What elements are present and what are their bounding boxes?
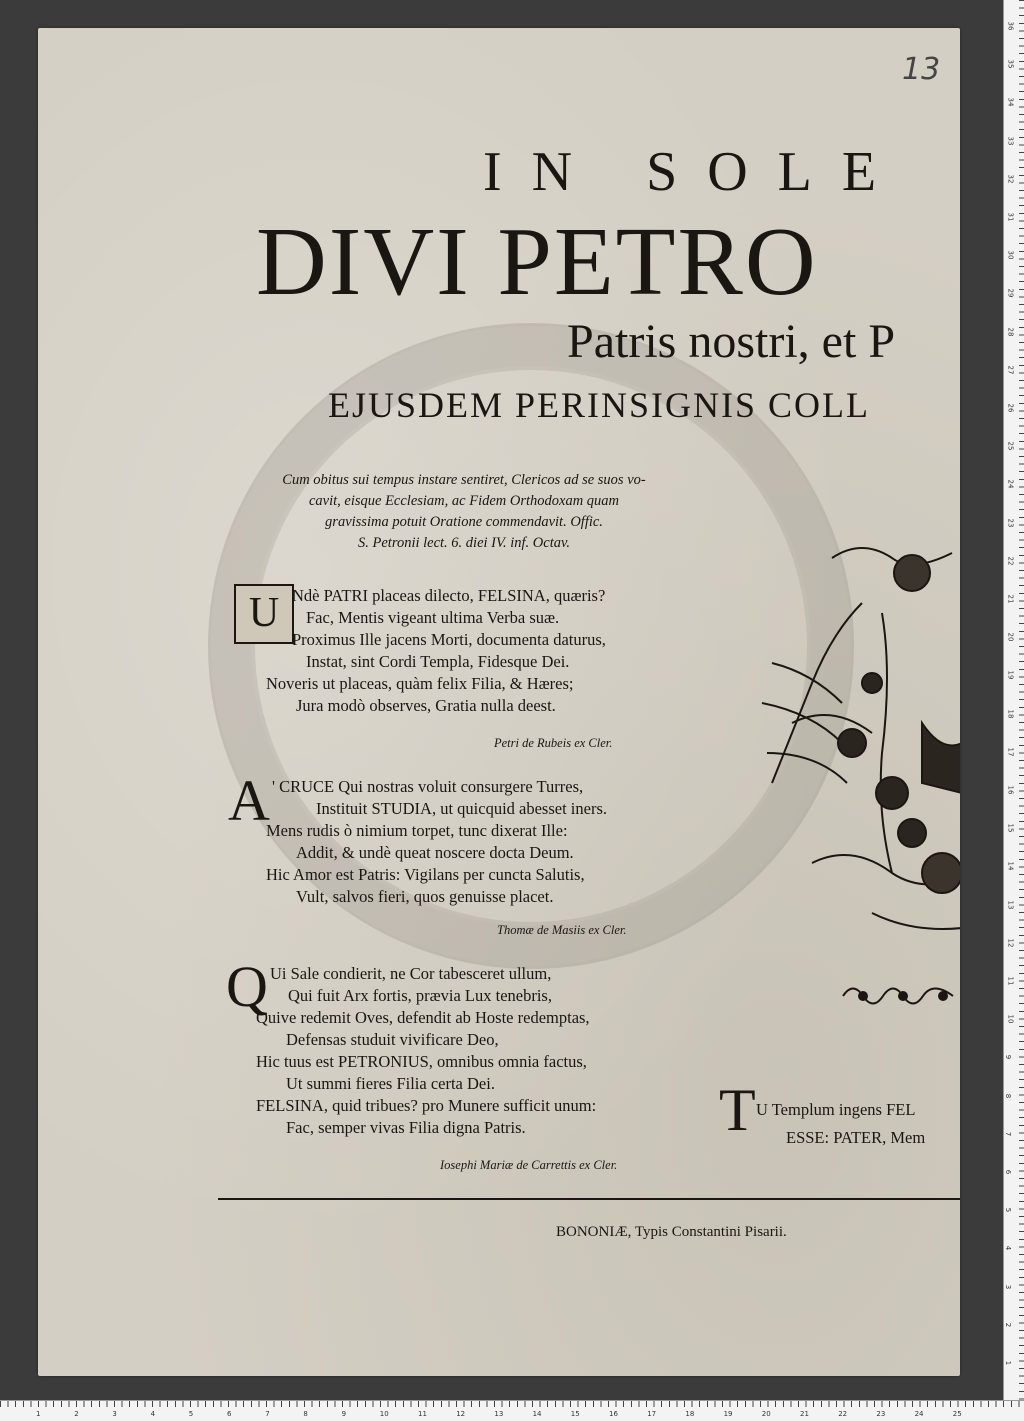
poem4-line: ESSE: PATER, Mem (786, 1128, 926, 1147)
poem-line: Ut summi fieres Filia certa Dei. (286, 1074, 495, 1093)
ruler-mark: 22 (838, 1410, 848, 1418)
intro-paragraph (234, 470, 694, 554)
poem-line: Instat, sint Cordi Templa, Fidesque Dei. (306, 652, 570, 671)
ruler-mark: 24 (914, 1410, 924, 1418)
ruler-mark: 9 (341, 1410, 347, 1418)
poem4-dropcap: T (719, 1077, 756, 1143)
ruler-mark: 25 (952, 1410, 962, 1418)
ruler-mark: 10 (1006, 1014, 1015, 1024)
ruler-mark: 31 (1006, 212, 1015, 222)
ruler-mark: 13 (494, 1410, 504, 1418)
ruler-mark: 32 (1006, 174, 1015, 184)
poem2-dropcap: A (228, 768, 270, 833)
poem-line: Quive redemit Oves, defendit ab Hoste redemptas, (256, 1008, 590, 1027)
ruler-mark: 5 (1004, 1207, 1013, 1213)
poem-line: Fac, semper vivas Filia digna Patris. (286, 1118, 526, 1137)
ruler-mark: 3 (112, 1410, 117, 1418)
ruler-mark: 35 (1006, 59, 1015, 69)
ruler-mark: 30 (1006, 250, 1015, 260)
folio-number: 13 (902, 52, 941, 87)
poem1-signature: Petri de Rubeis ex Cler. (494, 736, 613, 750)
ruler-bottom (0, 1400, 1024, 1421)
ruler-mark: 5 (188, 1410, 194, 1418)
ruler-mark: 19 (723, 1410, 733, 1418)
poem-line: Hic tuus est PETRONIUS, omnibus omnia factus, (256, 1052, 587, 1071)
ruler-mark: 17 (647, 1410, 657, 1418)
ruler-mark: 13 (1006, 900, 1015, 910)
poem-line: Ndè PATRI placeas dilecto, FELSINA, quæris? (292, 586, 606, 605)
intro-line: Cum obitus sui tempus instare sentiret, Clericos ad se suos vo- (282, 472, 646, 488)
poem-line: Proximus Ille jacens Morti, documenta daturus, (292, 630, 606, 649)
poem1 (292, 585, 606, 673)
floral-ornament (838, 976, 960, 1016)
poem-line: Instituit STUDIA, ut quicquid abesset iners. (316, 799, 608, 818)
ruler-mark: 14 (532, 1410, 542, 1418)
intro-line: cavit, eisque Ecclesiam, ac Fidem Orthodoxam quam (308, 493, 620, 509)
ruler-mark: 7 (265, 1410, 270, 1418)
ruler-mark: 8 (303, 1410, 308, 1418)
ruler-mark: 1 (1004, 1360, 1013, 1366)
ruler-mark: 17 (1006, 747, 1015, 757)
title-line-1: IN SOLE (483, 141, 907, 203)
printer-imprint: BONONIÆ, Typis Constantini Pisarii. (556, 1224, 787, 1240)
ruler-mark: 15 (570, 1410, 580, 1418)
ruler-mark: 34 (1006, 97, 1015, 107)
title-line-2: DIVI PETRO (256, 208, 818, 316)
ruler-mark: 11 (418, 1410, 427, 1418)
document-page (38, 28, 960, 1376)
ruler-mark: 26 (1006, 403, 1015, 413)
intro-line: S. Petronii lect. 6. diei IV. inf. Octav. (358, 535, 570, 551)
angel-engraving (752, 533, 960, 963)
poem-line: Vult, salvos fieri, quos genuisse placet. (296, 887, 554, 906)
ruler-mark: 15 (1006, 823, 1015, 833)
ruler-mark: 12 (1006, 938, 1015, 948)
ruler-mark: 23 (876, 1410, 886, 1418)
horizontal-rule (218, 1198, 960, 1200)
ruler-mark: 22 (1006, 556, 1015, 566)
ruler-mark: 20 (1006, 632, 1015, 642)
ruler-mark: 36 (1006, 21, 1015, 31)
ruler-mark: 14 (1006, 861, 1015, 871)
poem-line: Fac, Mentis vigeant ultima Verba suæ. (306, 608, 560, 627)
ruler-mark: 27 (1006, 365, 1015, 375)
ruler-mark: 6 (227, 1410, 232, 1418)
ruler-mark: 4 (150, 1410, 156, 1418)
ruler-mark: 10 (379, 1410, 389, 1418)
poem2-signature: Thomæ de Masiis ex Cler. (497, 923, 627, 937)
ruler-mark: 24 (1006, 479, 1015, 489)
ruler-mark: 33 (1006, 136, 1015, 146)
poem4-line: U Templum ingens FEL (756, 1100, 916, 1119)
poem3-cont (256, 1007, 596, 1139)
ruler-mark: 16 (609, 1410, 618, 1418)
poem-line: Hic Amor est Patris: Vigilans per cuncta Salutis, (266, 865, 585, 884)
poem-line: Noveris ut placeas, quàm felix Filia, & Hæres; (266, 674, 574, 693)
poem1-dropcap: U (234, 584, 294, 644)
poem-line: Ui Sale condierit, ne Cor tabesceret ullum, (270, 964, 552, 983)
ruler-mark: 2 (74, 1410, 79, 1418)
poem3-dropcap: Q (226, 954, 268, 1019)
ruler-mark: 21 (1006, 594, 1015, 604)
poem3-signature: Iosephi Mariæ de Carrettis ex Cler. (440, 1158, 618, 1172)
ruler-mark: 25 (1006, 441, 1015, 451)
intro-line: gravissima potuit Oratione commendavit. Offic. (325, 514, 603, 530)
ruler-mark: 12 (456, 1410, 466, 1418)
poem2-cont (266, 820, 585, 908)
poem-line: Mens rudis ò nimium torpet, tunc dixerat Ille: (266, 821, 568, 840)
title-line-3: Patris nostri, et P (567, 315, 896, 368)
ruler-mark: 8 (1004, 1093, 1013, 1098)
ruler-mark: 9 (1004, 1055, 1013, 1060)
ruler-mark: 18 (685, 1410, 695, 1418)
ruler-mark: 16 (1006, 785, 1015, 795)
poem-line: ' CRUCE Qui nostras voluit consurgere Turres, (272, 777, 584, 796)
ruler-mark: 4 (1004, 1246, 1013, 1251)
poem-line: Qui fuit Arx fortis, prævia Lux tenebris, (288, 986, 552, 1005)
poem-line: Defensas studuit vivificare Deo, (286, 1030, 499, 1049)
ruler-mark: 18 (1006, 709, 1015, 719)
poem-line: FELSINA, quid tribues? pro Munere sufficit unum: (256, 1096, 597, 1115)
ruler-mark: 28 (1006, 327, 1015, 337)
ruler-mark: 19 (1006, 670, 1015, 680)
title-line-4: EJUSDEM PERINSIGNIS COLL (328, 385, 871, 425)
poem1-cont (266, 673, 573, 717)
ruler-mark: 20 (761, 1410, 771, 1418)
ruler-mark: 11 (1006, 976, 1015, 986)
ruler-mark: 23 (1006, 518, 1015, 528)
poem2 (270, 776, 607, 820)
ruler-right (1003, 0, 1024, 1400)
poem3 (270, 963, 552, 1007)
ruler-mark: 3 (1004, 1284, 1013, 1289)
ruler-mark: 7 (1004, 1131, 1013, 1137)
ruler-mark: 1 (36, 1410, 41, 1418)
ruler-mark: 6 (1004, 1169, 1013, 1175)
ruler-mark: 21 (800, 1410, 809, 1418)
ruler-mark: 29 (1006, 288, 1015, 298)
poem-line: Jura modò observes, Gratia nulla deest. (296, 696, 556, 715)
poem-line: Addit, & undè queat noscere docta Deum. (296, 843, 574, 862)
ruler-mark: 2 (1004, 1322, 1013, 1328)
